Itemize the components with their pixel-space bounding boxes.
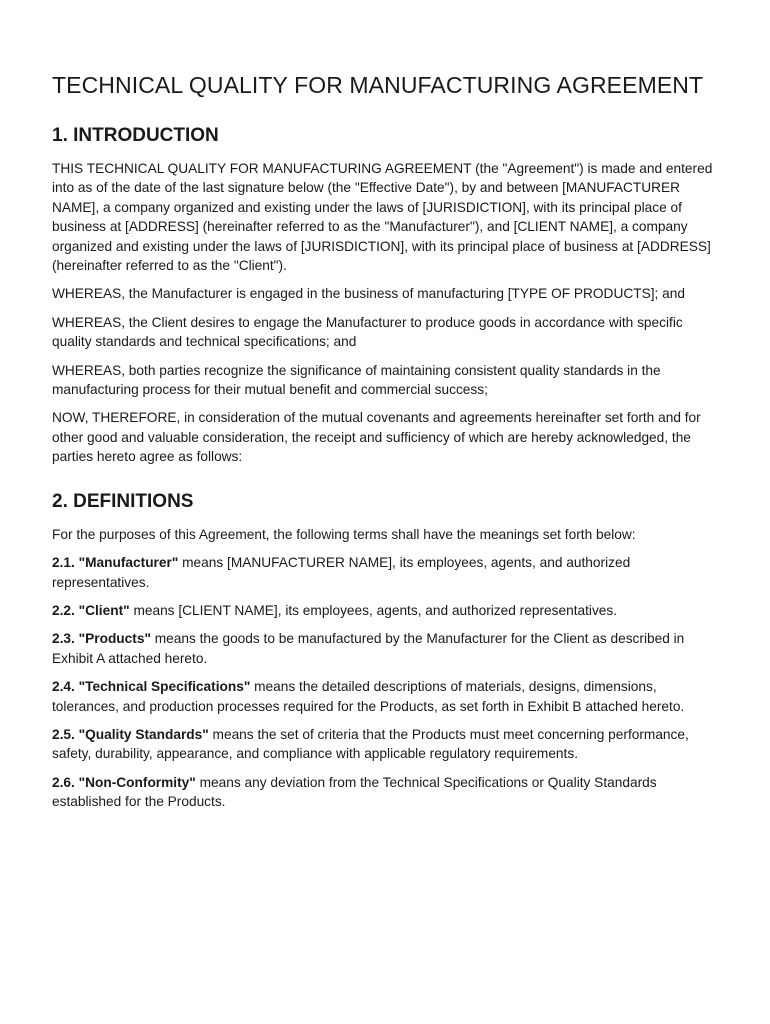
definition-term: 2.5. "Quality Standards" [52, 726, 209, 742]
definition-item [52, 725, 718, 764]
now-therefore-paragraph: NOW, THEREFORE, in consideration of the mutual covenants and agreements hereinafter set forth and for other good and valuable consideration, the receipt and sufficiency of which are hereby acknowledged, the parties hereto agree as follows: [52, 410, 701, 465]
introduction-paragraph: THIS TECHNICAL QUALITY FOR MANUFACTURING AGREEMENT (the "Agreement") is made and entered into as of the date of the last signature below (the "Effective Date"), by and between [MANUFACTURER NAME], a company organized and existing under the laws of [JURISDICTION], with its principal place of business at [ADDRESS] (hereinafter referred to as the "Manufacturer"), and [CLIENT NAME], a company organized and existing under the laws of [JURISDICTION], with its principal place of business at [ADDRESS] (hereinafter referred to as the "Client"). [52, 161, 713, 274]
definition-text: means the goods to be manufactured by the Manufacturer for the Client as described in Exhibit A attached hereto. [52, 631, 685, 666]
definition-text: means [MANUFACTURER NAME], its employees, agents, and authorized representatives. [52, 555, 631, 590]
definition-text: means any deviation from the Technical Specifications or Quality Standards established for the Products. [52, 774, 657, 810]
whereas-paragraph: WHEREAS, the Manufacturer is engaged in the business of manufacturing [TYPE OF PRODUCTS]; and [52, 286, 685, 302]
definition-term: 2.6. "Non-Conformity" [52, 774, 196, 790]
introduction-section [52, 124, 718, 467]
introduction-heading: 1. INTRODUCTION [52, 125, 219, 146]
definition-text: means the detailed descriptions of materials, designs, dimensions, tolerances, and production processes required for the Products, as set forth in Exhibit B attached hereto. [52, 679, 685, 714]
definition-item [52, 629, 718, 668]
definition-text: means the set of criteria that the Products must meet concerning performance, safety, durability, appearance, and compliance with applicable regulatory requirements. [52, 726, 689, 762]
whereas-paragraph: WHEREAS, the Client desires to engage the Manufacturer to produce goods in accordance with specific quality standards and technical specifications; and [52, 314, 683, 350]
definition-term: 2.1. "Manufacturer" [52, 555, 179, 571]
definition-term: 2.4. "Technical Specifications" [52, 679, 251, 695]
definition-item [52, 601, 718, 620]
definitions-heading: 2. DEFINITIONS [52, 490, 194, 512]
definition-item [52, 677, 718, 716]
definition-item [52, 773, 718, 812]
definition-term: 2.3. "Products" [52, 631, 151, 647]
definitions-section [52, 490, 718, 812]
definitions-intro: For the purposes of this Agreement, the following terms shall have the meanings set forth below: [52, 526, 636, 542]
definition-item [52, 553, 718, 592]
definition-text: means [CLIENT NAME], its employees, agents, and authorized representatives. [129, 602, 618, 618]
whereas-paragraph: WHEREAS, both parties recognize the significance of maintaining consistent quality standards in the manufacturing process for their mutual benefit and commercial success; [52, 362, 661, 398]
document-title: TECHNICAL QUALITY FOR MANUFACTURING AGREEMENT [52, 72, 704, 98]
definition-term: 2.2. "Client" [52, 602, 130, 618]
